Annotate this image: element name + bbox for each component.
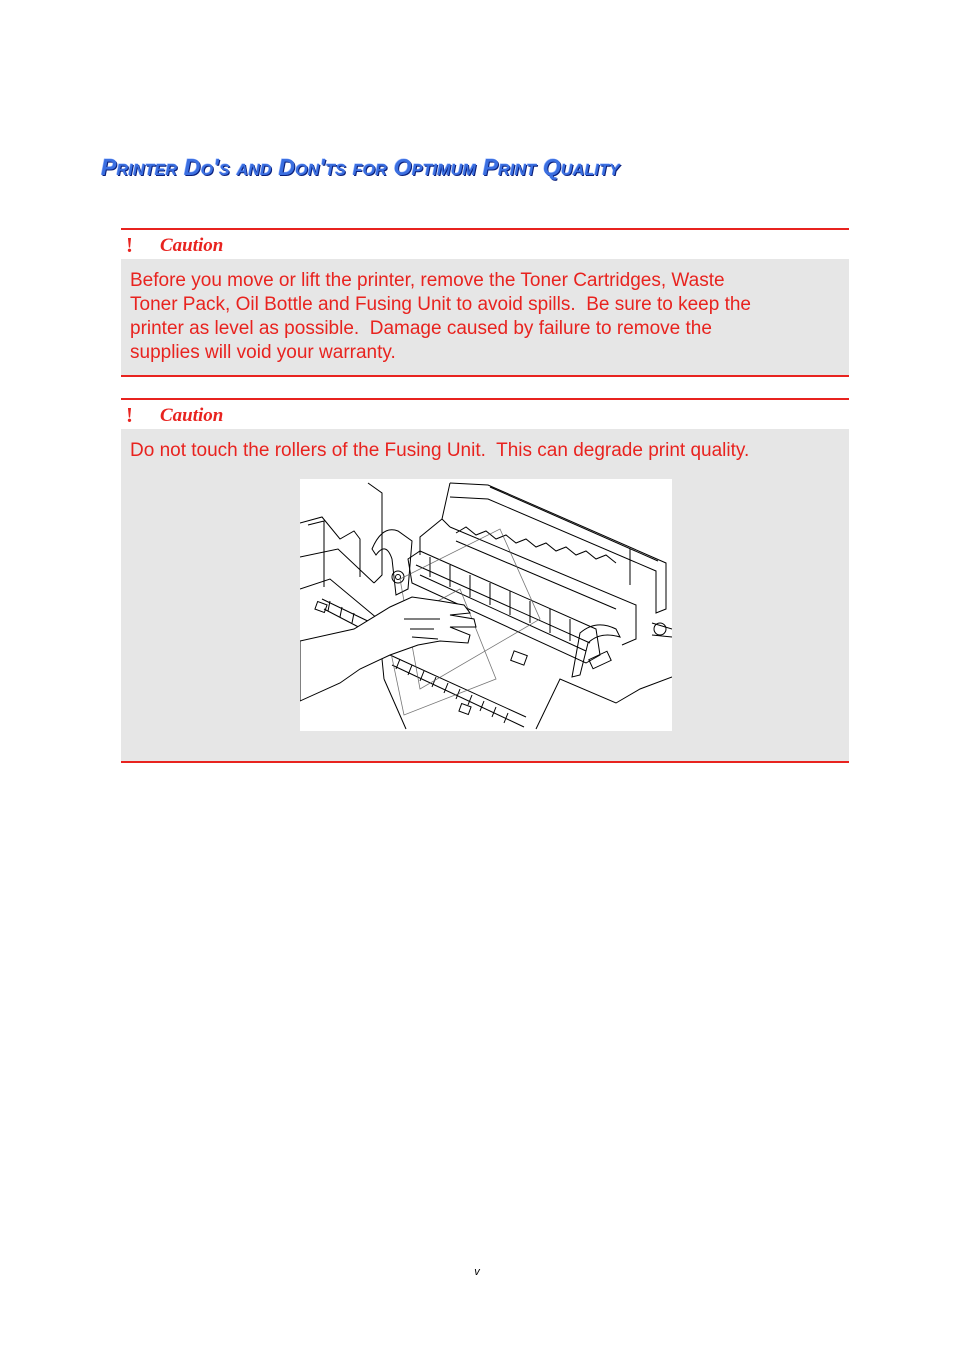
page-title: Printer Do's and Don'ts for Optimum Print Quality (101, 154, 620, 180)
page-number: v (474, 1266, 480, 1278)
caution-text-line: Before you move or lift the printer, remove the Toner Cartridges, Waste (130, 270, 725, 291)
caution-bottom-rule (121, 761, 849, 763)
caution-body (121, 429, 849, 761)
exclamation-icon: ! (126, 403, 133, 427)
caution-body (121, 259, 849, 375)
caution-box-move-printer (121, 228, 849, 377)
caution-bottom-rule (121, 375, 849, 377)
caution-text-line: supplies will void your warranty. (130, 342, 396, 363)
caution-text (130, 269, 830, 365)
caution-box-fusing-rollers (121, 398, 849, 763)
caution-text-line: printer as level as possible. Damage caused by failure to remove the (130, 318, 712, 339)
caution-text-line: Toner Pack, Oil Bottle and Fusing Unit to avoid spills. Be sure to keep the (130, 294, 751, 315)
caution-label: Caution (160, 405, 224, 426)
caution-text-line: Do not touch the rollers of the Fusing Unit. This can degrade print quality. (130, 440, 750, 461)
caution-header (121, 400, 849, 429)
caution-text (130, 439, 830, 463)
caution-header (121, 230, 849, 259)
caution-label: Caution (160, 235, 224, 256)
fusing-unit-hand-illustration (300, 479, 672, 731)
exclamation-icon: ! (126, 233, 133, 257)
